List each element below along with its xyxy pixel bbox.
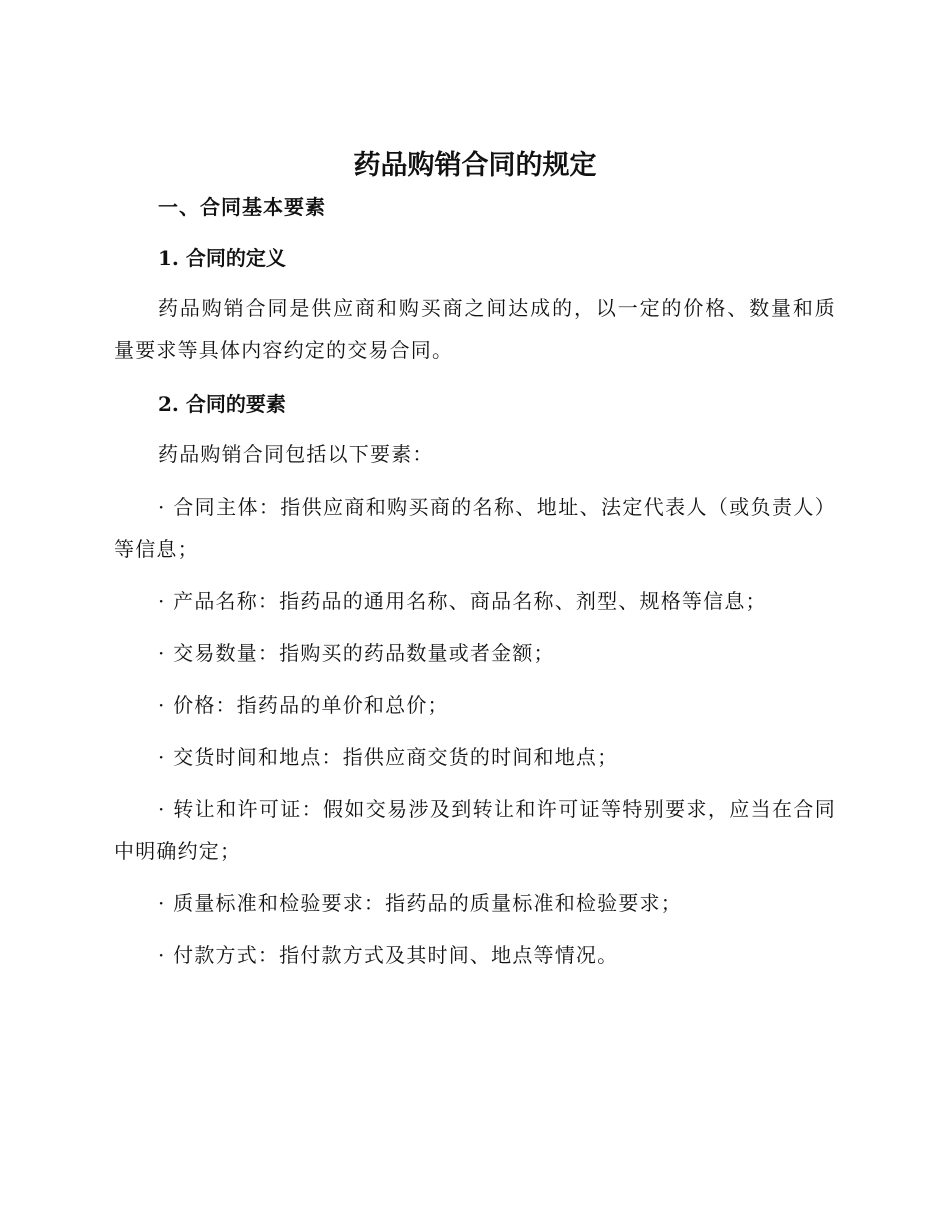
paragraph-contract-definition: 药品购销合同是供应商和购买商之间达成的，以一定的价格、数量和质量要求等具体内容约定的交易合同。 [114,296,836,362]
subheading-contract-elements: 2. 合同的要素 [158,392,286,416]
list-item-quantity: · 交易数量：指购买的药品数量或者金额； [158,641,555,665]
section-heading-basic-elements: 一、合同基本要素 [158,195,326,219]
paragraph-elements-intro: 药品购销合同包括以下要素： [158,442,434,466]
list-item-delivery: · 交货时间和地点：指供应商交货的时间和地点； [158,745,619,769]
document-title: 药品购销合同的规定 [353,150,597,181]
subheading-contract-definition: 1. 合同的定义 [158,246,286,270]
list-item-price: · 价格：指药品的单价和总价； [158,693,449,717]
list-item-payment: · 付款方式：指付款方式及其时间、地点等情况。 [158,943,619,967]
list-item-quality-standard: · 质量标准和检验要求：指药品的质量标准和检验要求； [158,891,682,915]
list-item-product-name: · 产品名称：指药品的通用名称、商品名称、剂型、规格等信息； [158,589,767,613]
list-item-contract-parties: · 合同主体：指供应商和购买商的名称、地址、法定代表人（或负责人）等信息； [114,495,836,561]
list-item-transfer-license: · 转让和许可证：假如交易涉及到转让和许可证等特别要求，应当在合同中明确约定； [114,797,836,863]
